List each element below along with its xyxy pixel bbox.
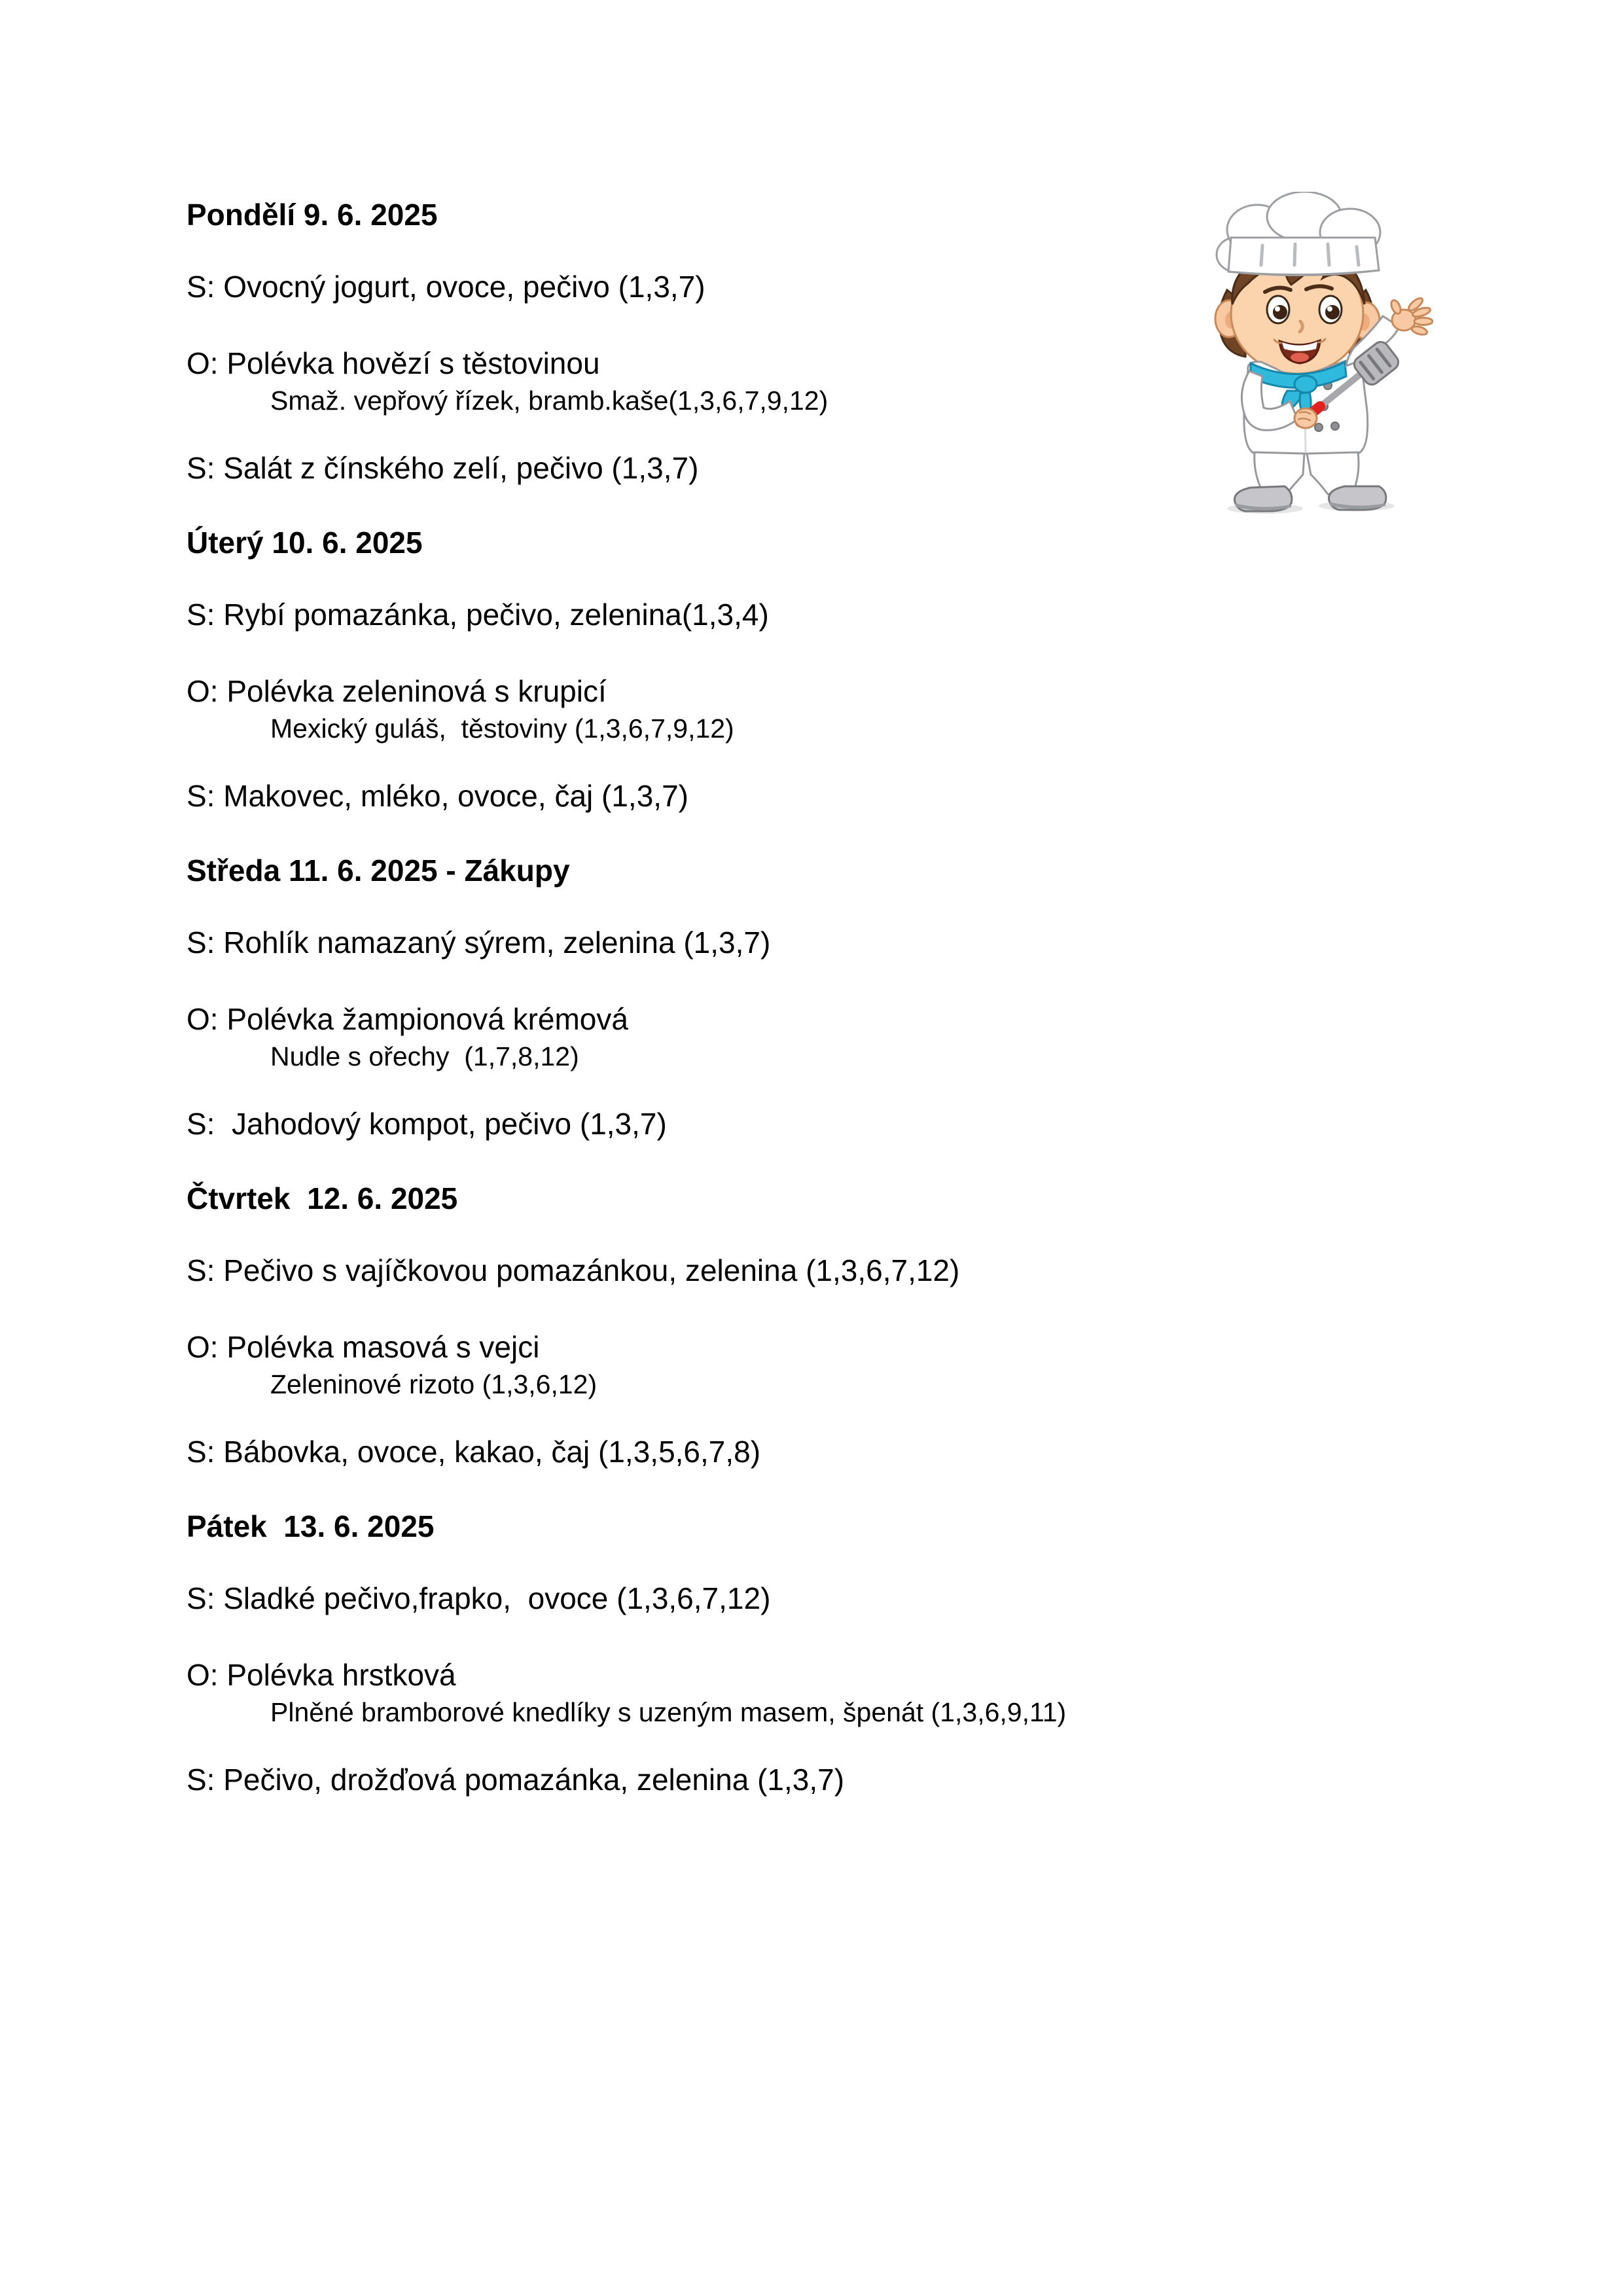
gripping-hand — [1294, 408, 1317, 428]
soup-line: O: Polévka zeleninová s krupicí — [187, 674, 607, 708]
snack-line: S: Pečivo s vajíčkovou pomazánkou, zelenina (1,3,6,7,12) — [187, 1253, 960, 1287]
soup-line: O: Polévka hovězí s těstovinou — [187, 346, 600, 380]
weekly-menu — [187, 196, 1234, 1836]
snack-line: S: Sladké pečivo,frapko, ovoce (1,3,6,7,12) — [187, 1581, 771, 1615]
day-heading: Pátek 13. 6. 2025 — [187, 1509, 435, 1543]
chef-boy-illustration — [1207, 192, 1433, 514]
snack-line: S: Salát z čínského zelí, pečivo (1,3,7) — [187, 451, 699, 485]
day-menu-tuesday — [187, 524, 1234, 815]
main-course-line: Smaž. vepřový řízek, bramb.kaše(1,3,6,7,9,12) — [270, 386, 829, 416]
snack-line: S: Pečivo, drožďová pomazánka, zelenina (1,3,7) — [187, 1763, 845, 1797]
soup-line: O: Polévka žampionová krémová — [187, 1002, 628, 1036]
soup-line: O: Polévka hrstková — [187, 1658, 456, 1692]
snack-line: S: Rybí pomazánka, pečivo, zelenina(1,3,4) — [187, 598, 769, 632]
day-heading: Úterý 10. 6. 2025 — [187, 526, 423, 560]
day-menu-friday — [187, 1508, 1234, 1799]
day-menu-wednesday — [187, 852, 1234, 1143]
chef-hat — [1217, 192, 1380, 276]
chef-boy-icon — [1207, 192, 1433, 514]
main-course-line: Zeleninové rizoto (1,3,6,12) — [270, 1369, 597, 1399]
soup-line: O: Polévka masová s vejci — [187, 1330, 540, 1364]
main-course-line: Plněné bramborové knedlíky s uzeným masem, špenát (1,3,6,9,11) — [270, 1697, 1067, 1727]
main-course-line: Mexický guláš, těstoviny (1,3,6,7,9,12) — [270, 713, 734, 744]
main-course-line: Nudle s ořechy (1,7,8,12) — [270, 1041, 579, 1071]
day-heading: Čtvrtek 12. 6. 2025 — [187, 1181, 458, 1215]
day-menu-monday — [187, 196, 1234, 487]
snack-line: S: Makovec, mléko, ovoce, čaj (1,3,7) — [187, 779, 688, 813]
day-menu-thursday — [187, 1180, 1234, 1471]
day-heading: Středa 11. 6. 2025 - Zákupy — [187, 853, 570, 888]
snack-line: S: Rohlík namazaný sýrem, zelenina (1,3,7) — [187, 925, 771, 960]
shoes — [1235, 486, 1386, 511]
snack-line: S: Jahodový kompot, pečivo (1,3,7) — [187, 1107, 667, 1141]
day-heading: Pondělí 9. 6. 2025 — [187, 198, 438, 232]
snack-line: S: Bábovka, ovoce, kakao, čaj (1,3,5,6,7,8) — [187, 1435, 761, 1469]
snack-line: S: Ovocný jogurt, ovoce, pečivo (1,3,7) — [187, 270, 705, 304]
